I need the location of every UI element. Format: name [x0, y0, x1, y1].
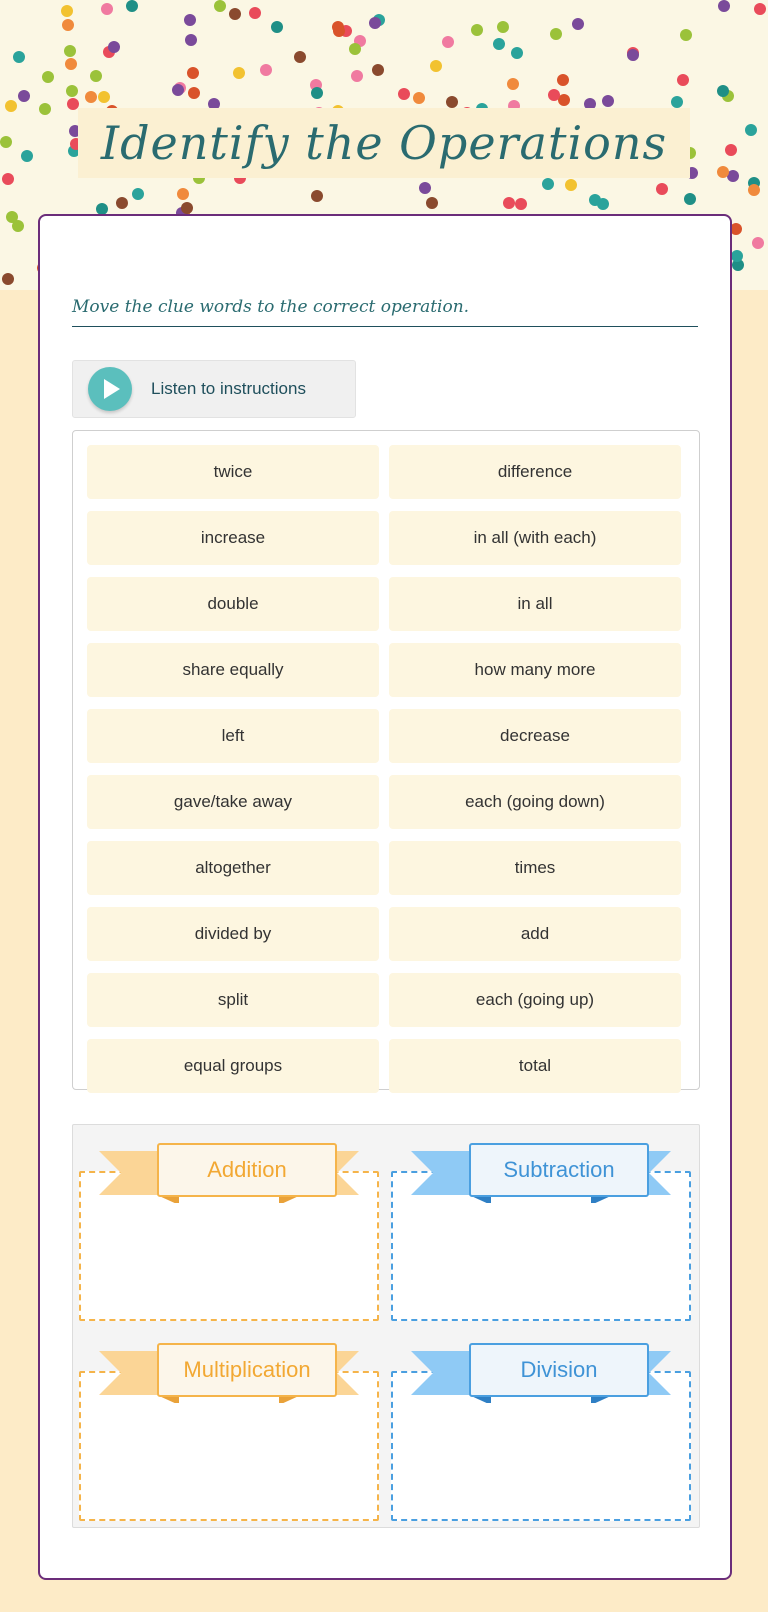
dot-decoration	[65, 58, 77, 70]
dot-decoration	[21, 150, 33, 162]
dot-decoration	[589, 194, 601, 206]
subtraction-label: Subtraction	[469, 1143, 649, 1197]
dot-decoration	[294, 51, 306, 63]
dot-decoration	[718, 0, 730, 12]
dot-decoration	[12, 220, 24, 232]
dot-decoration	[98, 91, 110, 103]
dot-decoration	[557, 74, 569, 86]
worksheet-card	[38, 214, 732, 1580]
dot-decoration	[717, 166, 729, 178]
multiplication-drop-zone[interactable]	[79, 1333, 379, 1523]
dot-decoration	[2, 173, 14, 185]
ribbon-banner	[411, 1343, 671, 1403]
dot-decoration	[64, 45, 76, 57]
ribbon-banner	[411, 1143, 671, 1203]
addition-label: Addition	[157, 1143, 337, 1197]
word-tile[interactable]: split	[87, 973, 379, 1027]
dot-decoration	[511, 47, 523, 59]
dot-decoration	[684, 193, 696, 205]
dot-decoration	[311, 190, 323, 202]
dot-decoration	[214, 0, 226, 12]
dot-decoration	[249, 7, 261, 19]
word-tile[interactable]: double	[87, 577, 379, 631]
ribbon-banner	[99, 1143, 359, 1203]
dot-decoration	[627, 49, 639, 61]
word-tile[interactable]: in all	[389, 577, 681, 631]
dot-decoration	[101, 3, 113, 15]
instruction-text: Move the clue words to the correct operation.	[72, 292, 698, 327]
dot-decoration	[398, 88, 410, 100]
word-tile[interactable]: difference	[389, 445, 681, 499]
dot-decoration	[0, 136, 12, 148]
word-tile[interactable]: add	[389, 907, 681, 961]
dot-decoration	[497, 21, 509, 33]
dot-decoration	[565, 179, 577, 191]
dot-decoration	[419, 182, 431, 194]
dot-decoration	[349, 43, 361, 55]
dot-decoration	[548, 89, 560, 101]
word-tile[interactable]: altogether	[87, 841, 379, 895]
dot-decoration	[233, 67, 245, 79]
dot-decoration	[42, 71, 54, 83]
ribbon-banner	[99, 1343, 359, 1403]
dot-decoration	[754, 3, 766, 15]
dot-decoration	[2, 273, 14, 285]
dot-decoration	[18, 90, 30, 102]
word-tile[interactable]: gave/take away	[87, 775, 379, 829]
listen-instructions-label: Listen to instructions	[151, 379, 306, 398]
dot-decoration	[745, 124, 757, 136]
dot-decoration	[413, 92, 425, 104]
dot-decoration	[542, 178, 554, 190]
play-icon[interactable]	[88, 367, 132, 411]
dot-decoration	[177, 188, 189, 200]
dot-decoration	[311, 87, 323, 99]
dot-decoration	[181, 202, 193, 214]
word-tile[interactable]: total	[389, 1039, 681, 1093]
dot-decoration	[471, 24, 483, 36]
dot-decoration	[572, 18, 584, 30]
dot-decoration	[426, 197, 438, 209]
dot-decoration	[188, 87, 200, 99]
dot-decoration	[126, 0, 138, 12]
dot-decoration	[725, 144, 737, 156]
word-tile[interactable]: in all (with each)	[389, 511, 681, 565]
dot-decoration	[507, 78, 519, 90]
dot-decoration	[39, 103, 51, 115]
word-tile[interactable]: share equally	[87, 643, 379, 697]
word-tile[interactable]: how many more	[389, 643, 681, 697]
dot-decoration	[13, 51, 25, 63]
dot-decoration	[493, 38, 505, 50]
word-tile[interactable]: divided by	[87, 907, 379, 961]
dot-decoration	[132, 188, 144, 200]
addition-drop-zone[interactable]	[79, 1133, 379, 1323]
dot-decoration	[602, 95, 614, 107]
dot-decoration	[85, 91, 97, 103]
listen-instructions-button[interactable]	[72, 360, 356, 418]
word-tile[interactable]: decrease	[389, 709, 681, 763]
dot-decoration	[752, 237, 764, 249]
dot-decoration	[680, 29, 692, 41]
title-banner	[78, 108, 690, 178]
word-bank	[72, 430, 700, 1090]
dot-decoration	[332, 21, 344, 33]
dot-decoration	[172, 84, 184, 96]
dot-decoration	[108, 41, 120, 53]
subtraction-drop-zone[interactable]	[391, 1133, 691, 1323]
multiplication-label: Multiplication	[157, 1343, 337, 1397]
dot-decoration	[748, 184, 760, 196]
dot-decoration	[61, 5, 73, 17]
division-drop-zone[interactable]	[391, 1333, 691, 1523]
word-tile[interactable]: each (going down)	[389, 775, 681, 829]
dot-decoration	[184, 14, 196, 26]
dot-decoration	[271, 21, 283, 33]
dot-decoration	[550, 28, 562, 40]
dot-decoration	[229, 8, 241, 20]
dot-decoration	[351, 70, 363, 82]
word-tile[interactable]: times	[389, 841, 681, 895]
dot-decoration	[116, 197, 128, 209]
dot-decoration	[5, 100, 17, 112]
dot-decoration	[185, 34, 197, 46]
dot-decoration	[717, 85, 729, 97]
dot-decoration	[446, 96, 458, 108]
dot-decoration	[430, 60, 442, 72]
dot-decoration	[731, 250, 743, 262]
word-tile[interactable]: each (going up)	[389, 973, 681, 1027]
dot-decoration	[656, 183, 668, 195]
page-title: Identify the Operations	[100, 116, 668, 170]
dot-decoration	[90, 70, 102, 82]
dot-decoration	[372, 64, 384, 76]
dot-decoration	[66, 85, 78, 97]
dot-decoration	[369, 17, 381, 29]
dot-decoration	[260, 64, 272, 76]
dot-decoration	[503, 197, 515, 209]
dot-decoration	[515, 198, 527, 210]
dot-decoration	[671, 96, 683, 108]
word-tile[interactable]: twice	[87, 445, 379, 499]
operation-drop-area	[72, 1124, 700, 1528]
division-label: Division	[469, 1343, 649, 1397]
word-tile[interactable]: increase	[87, 511, 379, 565]
word-tile[interactable]: left	[87, 709, 379, 763]
dot-decoration	[187, 67, 199, 79]
dot-decoration	[677, 74, 689, 86]
word-tile[interactable]: equal groups	[87, 1039, 379, 1093]
dot-decoration	[442, 36, 454, 48]
dot-decoration	[62, 19, 74, 31]
